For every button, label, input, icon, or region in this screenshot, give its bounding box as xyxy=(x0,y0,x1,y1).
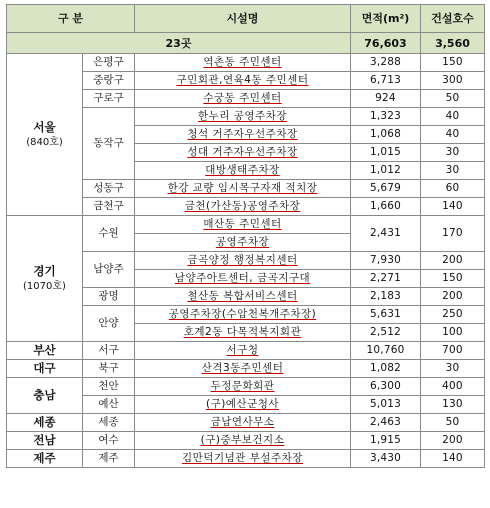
district-cell: 수원 xyxy=(83,216,135,252)
area-cell: 1,012 xyxy=(351,162,421,180)
households-cell: 140 xyxy=(421,198,485,216)
households-cell: 200 xyxy=(421,252,485,270)
households-cell: 200 xyxy=(421,288,485,306)
district-cell: 남양주 xyxy=(83,252,135,288)
district-cell: 안양 xyxy=(83,306,135,342)
households-cell: 40 xyxy=(421,126,485,144)
district-cell: 서구 xyxy=(83,342,135,360)
region-name: 서울 xyxy=(33,119,56,134)
area-cell: 1,660 xyxy=(351,198,421,216)
households-cell: 50 xyxy=(421,414,485,432)
facility-cell: (구)중부보건지소 xyxy=(135,432,351,450)
district-cell: 동작구 xyxy=(83,108,135,180)
facility-cell: 공영주차장(수암천복개주차장) xyxy=(135,306,351,324)
facility-cell: 한누리 공영주차장 xyxy=(135,108,351,126)
facility-cell: 대방생태주차장 xyxy=(135,162,351,180)
table-row xyxy=(7,414,485,432)
area-cell: 2,431 xyxy=(351,216,421,252)
households-cell: 60 xyxy=(421,180,485,198)
area-cell: 1,068 xyxy=(351,126,421,144)
district-cell: 은평구 xyxy=(83,54,135,72)
area-cell: 1,082 xyxy=(351,360,421,378)
households-cell: 30 xyxy=(421,144,485,162)
area-cell: 7,930 xyxy=(351,252,421,270)
facility-cell: 철산동 복합서비스센터 xyxy=(135,288,351,306)
area-cell: 3,430 xyxy=(351,450,421,468)
area-cell: 1,323 xyxy=(351,108,421,126)
households-cell: 250 xyxy=(421,306,485,324)
total-households: 3,560 xyxy=(421,33,485,54)
facility-cell: 금곡양정 행정복지센터 xyxy=(135,252,351,270)
area-cell: 10,760 xyxy=(351,342,421,360)
households-cell: 40 xyxy=(421,108,485,126)
facility-cell: 금천(가산동)공영주차장 xyxy=(135,198,351,216)
table-row xyxy=(7,432,485,450)
facility-table-container xyxy=(6,4,485,468)
header-category: 구 분 xyxy=(7,5,135,33)
area-cell: 1,915 xyxy=(351,432,421,450)
district-cell: 광명 xyxy=(83,288,135,306)
region-jeonnam: 전남 xyxy=(7,432,83,450)
area-cell: 924 xyxy=(351,90,421,108)
households-cell: 140 xyxy=(421,450,485,468)
district-cell: 예산 xyxy=(83,396,135,414)
households-cell: 130 xyxy=(421,396,485,414)
district-cell: 금천구 xyxy=(83,198,135,216)
area-cell: 2,512 xyxy=(351,324,421,342)
facility-cell: 성대 거주자우선주차장 xyxy=(135,144,351,162)
facility-cell: 남양주아트센터, 금곡지구대 xyxy=(135,270,351,288)
households-cell: 50 xyxy=(421,90,485,108)
region-gyeonggi xyxy=(7,216,83,342)
households-cell: 400 xyxy=(421,378,485,396)
facility-cell: 김만덕기념관 부설주차장 xyxy=(135,450,351,468)
area-cell: 1,015 xyxy=(351,144,421,162)
district-cell: 여수 xyxy=(83,432,135,450)
header-facility: 시설명 xyxy=(135,5,351,33)
total-label: 23곳 xyxy=(7,33,351,54)
district-cell: 중랑구 xyxy=(83,72,135,90)
facility-cell: 매산동 주민센터 xyxy=(135,216,351,234)
district-cell: 성동구 xyxy=(83,180,135,198)
table-row xyxy=(7,54,485,72)
facility-cell: 서구청 xyxy=(135,342,351,360)
facility-table xyxy=(6,4,485,468)
area-cell: 5,679 xyxy=(351,180,421,198)
area-cell: 2,463 xyxy=(351,414,421,432)
area-cell: 3,288 xyxy=(351,54,421,72)
area-cell: 2,183 xyxy=(351,288,421,306)
region-name: 경기 xyxy=(33,263,56,278)
facility-cell: 산격3동주민센터 xyxy=(135,360,351,378)
region-chungnam: 충남 xyxy=(7,378,83,414)
area-cell: 5,013 xyxy=(351,396,421,414)
households-cell: 100 xyxy=(421,324,485,342)
households-cell: 150 xyxy=(421,270,485,288)
region-sejong: 세종 xyxy=(7,414,83,432)
table-row xyxy=(7,342,485,360)
table-row xyxy=(7,378,485,396)
total-row xyxy=(7,33,485,54)
area-cell: 6,300 xyxy=(351,378,421,396)
region-households: (840호) xyxy=(26,136,63,148)
facility-cell: 수궁동 주민센터 xyxy=(135,90,351,108)
households-cell: 30 xyxy=(421,162,485,180)
table-row xyxy=(7,216,485,234)
area-cell: 6,713 xyxy=(351,72,421,90)
district-cell: 제주 xyxy=(83,450,135,468)
region-jeju: 제주 xyxy=(7,450,83,468)
households-cell: 200 xyxy=(421,432,485,450)
facility-cell: 호계2동 다목적복지회관 xyxy=(135,324,351,342)
facility-cell: 한강 교량 임시목구자재 적치장 xyxy=(135,180,351,198)
facility-cell: 청석 거주자우선주차장 xyxy=(135,126,351,144)
region-households: (1070호) xyxy=(23,280,66,292)
total-area: 76,603 xyxy=(351,33,421,54)
area-cell: 5,631 xyxy=(351,306,421,324)
header-households: 건설호수 xyxy=(421,5,485,33)
header-row xyxy=(7,5,485,33)
table-row xyxy=(7,450,485,468)
facility-cell: 역촌동 주민센터 xyxy=(135,54,351,72)
district-cell: 세종 xyxy=(83,414,135,432)
region-seoul xyxy=(7,54,83,216)
table-row xyxy=(7,360,485,378)
households-cell: 30 xyxy=(421,360,485,378)
facility-cell: 두정문화회관 xyxy=(135,378,351,396)
households-cell: 150 xyxy=(421,54,485,72)
facility-cell: 금남연사무소 xyxy=(135,414,351,432)
households-cell: 170 xyxy=(421,216,485,252)
facility-cell: 공영주차장 xyxy=(135,234,351,252)
district-cell: 구로구 xyxy=(83,90,135,108)
header-area: 면적(m²) xyxy=(351,5,421,33)
households-cell: 700 xyxy=(421,342,485,360)
facility-cell: (구)예산군청사 xyxy=(135,396,351,414)
region-busan: 부산 xyxy=(7,342,83,360)
region-daegu: 대구 xyxy=(7,360,83,378)
facility-cell: 구민회관,연육4동 주민센터 xyxy=(135,72,351,90)
district-cell: 북구 xyxy=(83,360,135,378)
area-cell: 2,271 xyxy=(351,270,421,288)
district-cell: 천안 xyxy=(83,378,135,396)
households-cell: 300 xyxy=(421,72,485,90)
